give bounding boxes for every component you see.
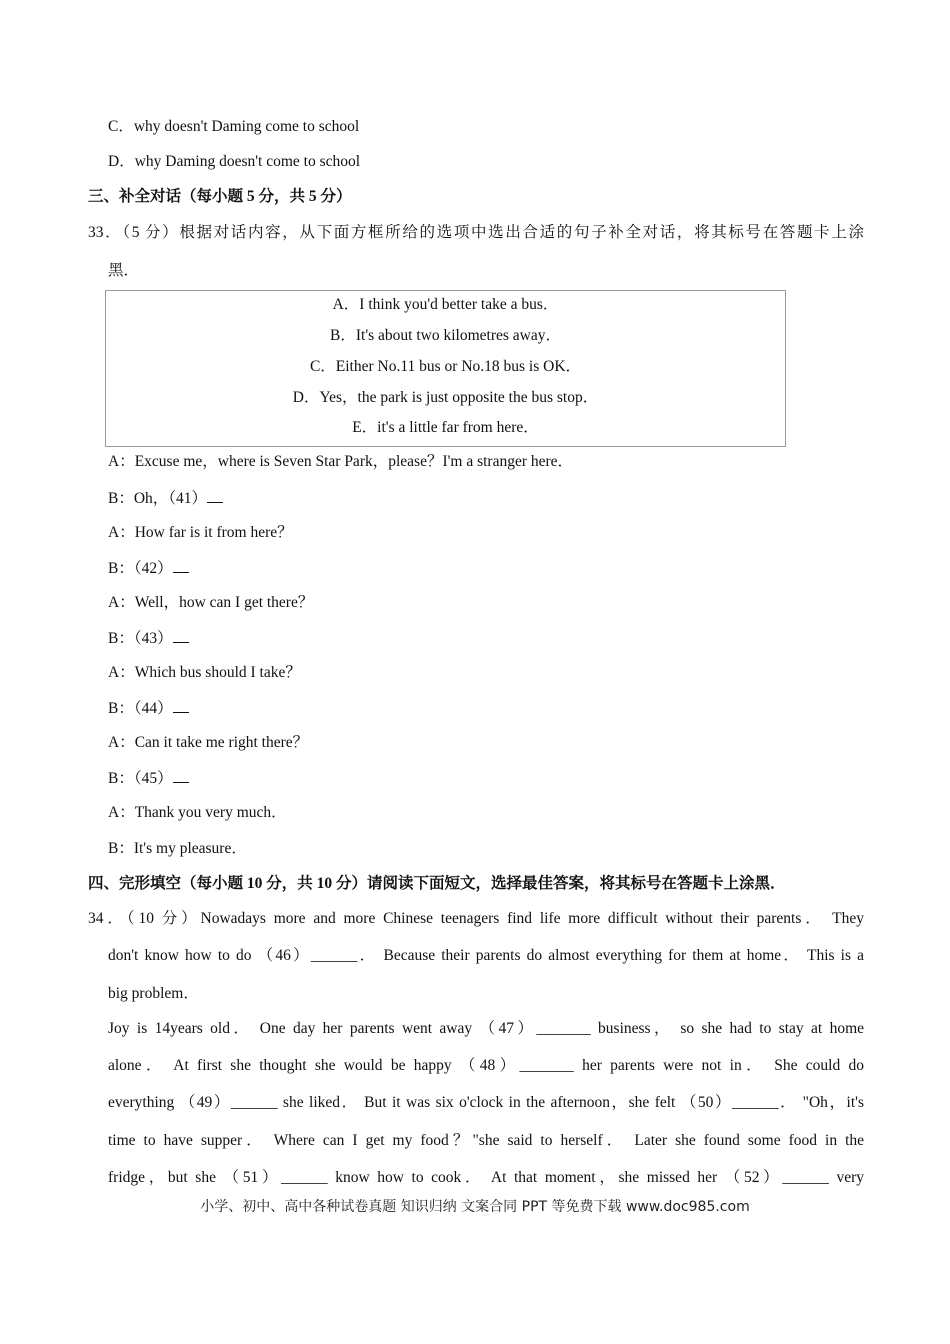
option-a: A．I think you'd better take a bus． — [332, 296, 559, 313]
p2-line3: everything （49）______ she liked． But it was six o'clock in the afternoon，she felt （50）______． "Oh，it's — [108, 1094, 864, 1111]
dialogue-line: A：Well，how can I get there？ — [108, 594, 314, 611]
dialogue-line — [108, 558, 189, 579]
option-c: C．Either No.11 bus or No.18 bus is OK． — [309, 358, 582, 375]
q33-line1: 33．（5 分）根据对话内容，从下面方框所给的选项中选出合适的句子补全对话，将其标号在答题卡上涂 — [88, 224, 864, 241]
option-d-prev: D．why Daming doesn't come to school — [108, 153, 361, 170]
dialogue-line: A：Thank you very much． — [108, 804, 287, 821]
option-b: B．It's about two kilometres away． — [330, 327, 561, 344]
dialogue-line — [108, 698, 189, 719]
p2-line4: time to have supper． Where can I get my food？"she said to herself． Later she found some food in the — [108, 1132, 864, 1149]
p2-line2: alone． At first she thought she would be happy （48）_______ her parents were not in． She could do — [108, 1057, 864, 1074]
q34-line1: 34．（10 分）Nowadays more and more Chinese teenagers find life more difficult without their parents． They — [88, 910, 864, 927]
dialogue-line: A：Which bus should I take？ — [108, 664, 301, 681]
dialogue-line: B：It's my pleasure． — [108, 840, 247, 857]
dialogue-line: A：How far is it from here？ — [108, 524, 293, 541]
dialogue-line — [108, 768, 189, 789]
option-c-prev: C．why doesn't Daming come to school — [108, 118, 360, 135]
section4-heading: 四、完形填空（每小题 10 分，共 10 分）请阅读下面短文，选择最佳答案，将其标号在答题卡上涂黑． — [88, 875, 786, 892]
answer-blank — [173, 628, 189, 643]
dialogue-line — [108, 488, 223, 509]
answer-blank — [173, 698, 189, 713]
q34-line3: big problem． — [108, 985, 199, 1002]
answer-blank — [173, 558, 189, 573]
dialogue-text: B：（45） — [108, 770, 173, 787]
answer-blank — [173, 768, 189, 783]
option-e: E．it's a little far from here． — [352, 419, 539, 436]
dialogue-line: A：Excuse me，where is Seven Star Park，please？I'm a stranger here． — [108, 453, 574, 470]
q33-line2: 黑． — [108, 262, 140, 279]
dialogue-text: B：Oh，（41） — [108, 490, 208, 507]
answer-blank — [207, 488, 223, 503]
section3-heading: 三、补全对话（每小题 5 分，共 5 分） — [88, 188, 352, 205]
page-footer: 小学、初中、高中各种试卷真题 知识归纳 文案合同 PPT 等免费下载 www.doc985.com — [200, 1199, 750, 1215]
dialogue-text: B：（44） — [108, 700, 173, 717]
dialogue-text: B：（43） — [108, 630, 173, 647]
p2-line1: Joy is 14years old． One day her parents went away （47）_______ business， so she had to stay at home — [108, 1020, 864, 1037]
option-d: D．Yes，the park is just opposite the bus stop． — [292, 389, 599, 406]
q34-line2: don't know how to do （46）______． Because their parents do almost everything for them at home． This is a — [108, 947, 864, 964]
p2-line5: fridge，but she （51）______ know how to cook． At that moment，she missed her （52）______ very — [108, 1169, 864, 1186]
dialogue-line — [108, 628, 189, 649]
options-box — [105, 290, 786, 447]
dialogue-text: B：（42） — [108, 560, 173, 577]
dialogue-line: A：Can it take me right there？ — [108, 734, 309, 751]
